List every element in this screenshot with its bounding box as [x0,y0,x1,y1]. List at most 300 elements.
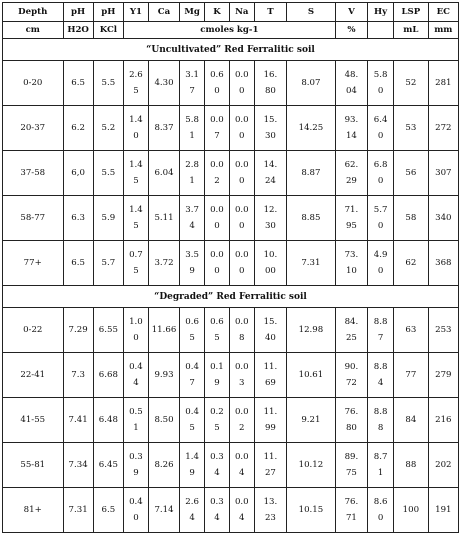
cell-value: 77+ [23,258,42,268]
cell-na [229,106,254,151]
cell-lsp [394,61,429,106]
cell-value: 0.00 [210,250,224,276]
cell-y1 [124,308,149,353]
unit-ph-kcl: KCl [93,22,123,39]
cell-value: 10.00 [263,250,278,276]
cell-k [205,398,230,443]
cell-value: 63 [405,325,417,335]
cell-value: 6.5 [71,258,85,268]
section-title: “Uncultivated” Red Ferralitic soil [3,39,459,61]
cell-ph-kcl [93,488,123,533]
cell-value: 0.65 [185,317,199,343]
cell-value: 5.5 [101,78,116,88]
cell-value: 1.45 [129,205,143,231]
unit-depth: cm [3,22,64,39]
cell-value: 279 [435,370,452,380]
cell-value: 5.70 [373,205,388,231]
cell-value: 53 [405,123,417,133]
section-header-row [3,286,459,308]
cell-ec [428,241,458,286]
cell-depth [3,106,64,151]
cell-value: 272 [435,123,452,133]
cell-value: 5.2 [101,123,116,133]
cell-t [254,308,286,353]
cell-ph-h2o [63,398,93,443]
col-header-lsp: LSP [394,3,429,22]
cell-value: 7.29 [68,325,88,335]
cell-ph-kcl [93,151,123,196]
cell-y1 [124,61,149,106]
cell-depth [3,151,64,196]
col-header-s: S [287,3,336,22]
cell-value: 8.85 [301,213,321,223]
cell-value: 13.23 [263,497,278,523]
cell-na [229,61,254,106]
cell-mg [180,488,205,533]
cell-value: 0.07 [210,115,224,141]
cell-ec [428,151,458,196]
cell-value: 62.29 [344,160,359,186]
cell-value: 0.08 [234,317,249,343]
cell-y1 [124,488,149,533]
col-header-y1: Y1 [124,3,149,22]
cell-value: 11.66 [151,325,177,335]
cell-value: 5.9 [101,213,116,223]
cell-ec [428,308,458,353]
header-row-labels [3,3,459,22]
cell-value: 0.03 [234,362,249,388]
cell-value: 191 [435,505,452,515]
cell-lsp [394,443,429,488]
cell-k [205,443,230,488]
soil-table-wrapper [2,2,459,533]
cell-hy [368,308,394,353]
cell-ph-h2o [63,196,93,241]
cell-value: 81+ [23,505,42,515]
cell-value: 307 [435,168,452,178]
cell-value: 8.60 [373,497,388,523]
cell-mg [180,151,205,196]
table-row [3,196,459,241]
cell-value: 76.71 [344,497,359,523]
cell-value: 22-41 [20,370,46,380]
cell-value: 6.55 [98,325,118,335]
cell-ph-kcl [93,241,123,286]
cell-value: 8.26 [154,460,174,470]
cell-value: 0.39 [129,452,143,478]
cell-value: 8.88 [373,407,388,433]
cell-s [287,398,336,443]
unit-ph-h2o: H2O [63,22,93,39]
cell-ph-kcl [93,106,123,151]
cell-lsp [394,196,429,241]
cell-value: 58-77 [20,213,46,223]
cell-value: 8.87 [373,317,388,343]
cell-hy [368,443,394,488]
cell-depth [3,398,64,443]
unit-ec: mm [428,22,458,39]
cell-value: 52 [405,78,417,88]
cell-ph-h2o [63,308,93,353]
cell-v [335,353,367,398]
cell-ph-kcl [93,443,123,488]
cell-value: 7.31 [301,258,321,268]
cell-value: 11.27 [263,452,278,478]
cell-value: 0.00 [234,205,249,231]
cell-value: 7.3 [71,370,85,380]
cell-mg [180,308,205,353]
cell-value: 88 [405,460,417,470]
cell-value: 2.81 [185,160,199,186]
cell-value: 5.11 [154,213,174,223]
cell-ph-h2o [63,353,93,398]
cell-ph-kcl [93,308,123,353]
cell-k [205,241,230,286]
cell-ca [148,151,179,196]
cell-value: 12.98 [298,325,324,335]
cell-value: 89.75 [344,452,359,478]
cell-v [335,61,367,106]
cell-value: 1.45 [129,160,143,186]
cell-value: 10.61 [298,370,324,380]
cell-value: 3.72 [154,258,174,268]
cell-lsp [394,241,429,286]
header-row-units [3,22,459,39]
cell-value: 14.24 [263,160,278,186]
cell-t [254,398,286,443]
cell-k [205,353,230,398]
cell-value: 0-20 [23,78,43,88]
cell-ph-h2o [63,488,93,533]
cell-value: 0.19 [210,362,224,388]
soil-properties-table [2,2,459,533]
cell-y1 [124,196,149,241]
cell-ca [148,106,179,151]
cell-depth [3,308,64,353]
cell-value: 0.00 [234,160,249,186]
cell-ph-kcl [93,196,123,241]
col-header-k: K [205,3,230,22]
table-row [3,443,459,488]
cell-v [335,443,367,488]
cell-mg [180,398,205,443]
cell-value: 20-37 [20,123,46,133]
col-header-hy: Hy [368,3,394,22]
cell-value: 84 [405,415,417,425]
cell-value: 0.65 [210,317,224,343]
cell-t [254,196,286,241]
cell-ca [148,308,179,353]
cell-value: 0.02 [234,407,249,433]
cell-s [287,241,336,286]
cell-value: 37-58 [20,168,46,178]
cell-value: 6.48 [98,415,118,425]
cell-value: 62 [405,258,417,268]
cell-ca [148,61,179,106]
cell-value: 16.80 [263,70,278,96]
cell-k [205,106,230,151]
cell-s [287,196,336,241]
cell-value: 3.17 [185,70,199,96]
cell-value: 0.04 [234,497,249,523]
cell-mg [180,106,205,151]
cell-value: 6.40 [373,115,388,141]
cell-mg [180,353,205,398]
cell-value: 7.14 [154,505,174,515]
cell-ph-kcl [93,61,123,106]
cell-value: 3.74 [185,205,199,231]
cell-ca [148,443,179,488]
cell-s [287,106,336,151]
cell-y1 [124,443,149,488]
cell-lsp [394,151,429,196]
cell-value: 6.68 [98,370,118,380]
cell-value: 15.30 [263,115,278,141]
unit-v: % [335,22,367,39]
cell-k [205,61,230,106]
cell-hy [368,488,394,533]
cell-hy [368,106,394,151]
cell-value: 5.81 [185,115,199,141]
cell-depth [3,241,64,286]
cell-mg [180,196,205,241]
section-title: “Degraded” Red Ferralitic soil [3,286,459,308]
cell-value: 8.84 [373,362,388,388]
cell-ec [428,196,458,241]
cell-value: 0.00 [234,250,249,276]
cell-value: 0.60 [210,70,224,96]
cell-value: 76.80 [344,407,359,433]
cell-t [254,443,286,488]
cell-s [287,151,336,196]
cell-ca [148,241,179,286]
cell-value: 1.00 [129,317,143,343]
cell-na [229,151,254,196]
cell-value: 0.45 [185,407,199,433]
cell-na [229,196,254,241]
cell-value: 1.49 [185,452,199,478]
cell-y1 [124,241,149,286]
col-header-ph-h2o: pH [63,3,93,22]
section-header-row [3,39,459,61]
cell-value: 3.59 [185,250,199,276]
cell-ph-h2o [63,443,93,488]
cell-ph-h2o [63,61,93,106]
cell-s [287,443,336,488]
soil-table-body [3,39,459,533]
cell-depth [3,196,64,241]
cell-lsp [394,353,429,398]
cell-value: 8.37 [154,123,174,133]
cell-value: 58 [405,213,417,223]
cell-value: 5.80 [373,70,388,96]
cell-value: 5.5 [101,168,116,178]
col-header-na: Na [229,3,254,22]
cell-ec [428,488,458,533]
cell-v [335,196,367,241]
cell-t [254,241,286,286]
cell-na [229,241,254,286]
cell-t [254,106,286,151]
cell-value: 4.90 [373,250,388,276]
cell-value: 0.75 [129,250,143,276]
table-row [3,308,459,353]
cell-value: 48.04 [344,70,359,96]
cell-y1 [124,106,149,151]
cell-mg [180,241,205,286]
cell-value: 340 [435,213,452,223]
cell-s [287,308,336,353]
col-header-depth: Depth [3,3,64,22]
col-header-v: V [335,3,367,22]
cell-value: 0.00 [234,115,249,141]
cell-value: 73.10 [344,250,359,276]
cell-value: 8.71 [373,452,388,478]
cell-lsp [394,488,429,533]
cell-value: 1.40 [129,115,143,141]
cell-value: 9.21 [301,415,321,425]
cell-depth [3,488,64,533]
cell-hy [368,196,394,241]
cell-value: 4.30 [154,78,174,88]
cell-value: 11.69 [263,362,278,388]
cell-value: 8.87 [301,168,321,178]
cell-k [205,488,230,533]
unit-cmoles: cmoles kg-1 [124,22,336,39]
cell-depth [3,353,64,398]
cell-value: 6.45 [98,460,118,470]
cell-lsp [394,106,429,151]
col-header-mg: Mg [180,3,205,22]
cell-y1 [124,398,149,443]
cell-value: 8.50 [154,415,174,425]
cell-value: 6.04 [154,168,174,178]
cell-value: 0.40 [129,497,143,523]
cell-value: 0.02 [210,160,224,186]
cell-value: 202 [435,460,452,470]
cell-ec [428,443,458,488]
cell-ec [428,398,458,443]
cell-value: 0.51 [129,407,143,433]
cell-v [335,488,367,533]
cell-value: 8.07 [301,78,321,88]
cell-v [335,106,367,151]
cell-lsp [394,398,429,443]
cell-t [254,488,286,533]
cell-value: 7.41 [68,415,88,425]
cell-na [229,398,254,443]
cell-value: 0.04 [234,452,249,478]
cell-hy [368,151,394,196]
cell-k [205,308,230,353]
cell-value: 41-55 [20,415,46,425]
cell-ca [148,488,179,533]
cell-t [254,353,286,398]
cell-na [229,353,254,398]
col-header-t: T [254,3,286,22]
cell-ph-kcl [93,398,123,443]
cell-value: 6.5 [101,505,116,515]
cell-v [335,398,367,443]
cell-hy [368,398,394,443]
cell-value: 0-22 [23,325,43,335]
cell-v [335,241,367,286]
cell-ph-h2o [63,151,93,196]
cell-y1 [124,151,149,196]
table-row [3,353,459,398]
cell-value: 6,0 [71,168,85,178]
cell-ca [148,196,179,241]
cell-ec [428,353,458,398]
cell-depth [3,443,64,488]
cell-k [205,196,230,241]
cell-ph-kcl [93,353,123,398]
cell-value: 12.30 [263,205,278,231]
col-header-ec: EC [428,3,458,22]
cell-value: 7.31 [68,505,88,515]
cell-value: 14.25 [298,123,324,133]
cell-value: 77 [405,370,417,380]
cell-value: 368 [435,258,452,268]
cell-k [205,151,230,196]
cell-value: 6.2 [71,123,85,133]
table-row [3,61,459,106]
cell-depth [3,61,64,106]
cell-ec [428,106,458,151]
cell-y1 [124,353,149,398]
cell-s [287,353,336,398]
cell-hy [368,353,394,398]
cell-value: 216 [435,415,452,425]
cell-ph-h2o [63,241,93,286]
cell-value: 10.15 [298,505,324,515]
cell-value: 0.25 [210,407,224,433]
cell-ca [148,353,179,398]
cell-s [287,488,336,533]
cell-hy [368,61,394,106]
cell-value: 71.95 [344,205,359,231]
cell-value: 100 [402,505,420,515]
cell-na [229,488,254,533]
cell-value: 84.25 [344,317,359,343]
cell-value: 5.7 [101,258,116,268]
table-row [3,106,459,151]
unit-hy [368,22,394,39]
cell-t [254,61,286,106]
cell-value: 253 [435,325,452,335]
cell-value: 90.72 [344,362,359,388]
table-row [3,241,459,286]
cell-value: 0.34 [210,497,224,523]
cell-value: 0.00 [210,205,224,231]
cell-na [229,308,254,353]
col-header-ph-kcl: pH [93,3,123,22]
cell-value: 6.3 [71,213,85,223]
cell-value: 0.44 [129,362,143,388]
cell-value: 2.65 [129,70,143,96]
cell-value: 6.5 [71,78,85,88]
cell-value: 6.80 [373,160,388,186]
cell-t [254,151,286,196]
table-row [3,488,459,533]
cell-value: 0.00 [234,70,249,96]
cell-value: 15.40 [263,317,278,343]
cell-value: 55-81 [20,460,46,470]
cell-mg [180,443,205,488]
table-row [3,398,459,443]
cell-value: 2.64 [185,497,199,523]
unit-lsp: mL [394,22,429,39]
